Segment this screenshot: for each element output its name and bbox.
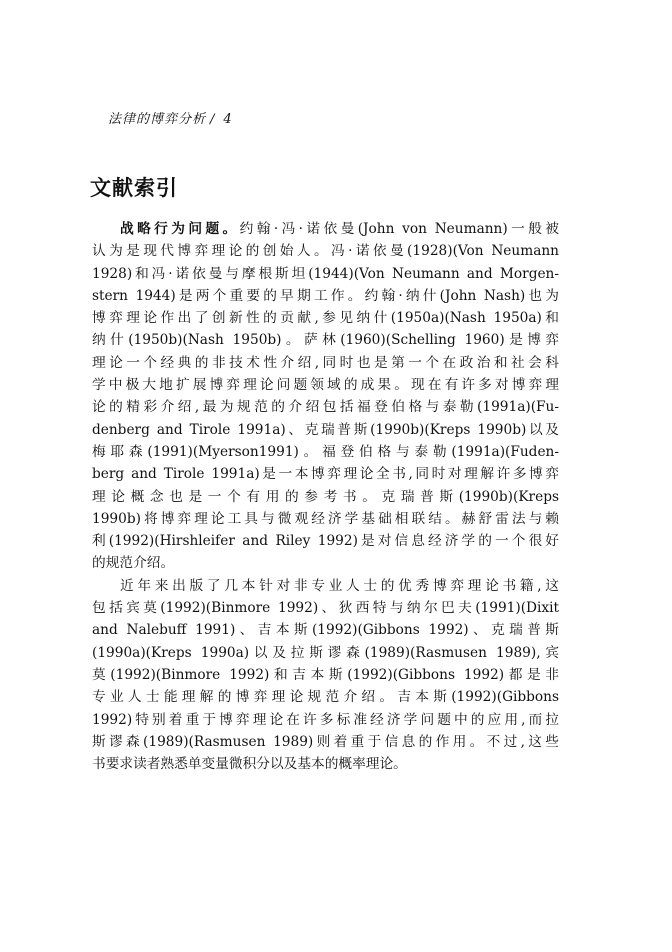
text-line: 1928)和冯·诺依曼与摩根斯坦(1944)(Von Neumann and Morgen- bbox=[92, 265, 559, 282]
text-line: (1990a)(Kreps 1990a)以及拉斯谬森(1989)(Rasmusen 1989),宾 bbox=[92, 644, 559, 661]
text-line: 利(1992)(Hirshleifer and Riley 1992)是对信息经济学的一个很好 bbox=[92, 533, 559, 550]
text-line: stern 1944)是两个重要的早期工作。约翰·纳什(John Nash)也为 bbox=[92, 287, 559, 304]
paragraph-lead: 战略行为问题。 bbox=[120, 221, 240, 237]
text-line: 斯谬森(1989)(Rasmusen 1989)则着重于信息的作用。不过,这些 bbox=[92, 733, 559, 750]
text-line: 梅耶森(1991)(Myerson1991)。福登伯格与泰勒(1991a)(Fuden- bbox=[92, 443, 559, 460]
section-title: 文献索引 bbox=[90, 176, 178, 200]
text-line: 莫(1992)(Binmore 1992)和吉本斯(1992)(Gibbons 1992)都是非 bbox=[92, 666, 559, 683]
text-line: 战略行为问题。约翰·冯·诺依曼(John von Neumann)一般被 bbox=[120, 221, 559, 237]
page-number: 4 bbox=[223, 112, 233, 127]
text-line: 博弈理论作出了创新性的贡献,参见纳什(1950a)(Nash 1950a)和 bbox=[92, 310, 559, 327]
book-title: 法律的博弈分析 bbox=[108, 112, 207, 127]
text-line: 纳什(1950b)(Nash 1950b)。萨林(1960)(Schelling 1960)是博弈 bbox=[92, 332, 559, 349]
text-line: 理论概念也是一个有用的参考书。克瑞普斯(1990b)(Kreps bbox=[92, 488, 559, 505]
text-line: 书要求读者熟悉单变量微积分以及基本的概率理论。 bbox=[92, 756, 407, 773]
text-line: berg and Tirole 1991a)是一本博弈理论全书,同时对理解许多博弈 bbox=[92, 466, 559, 483]
running-header bbox=[108, 108, 233, 127]
text-line: 的规范介绍。 bbox=[92, 555, 175, 572]
text-line: 近年来出版了几本针对非专业人士的优秀博弈理论书籍,这 bbox=[120, 577, 559, 594]
text-line: 1992)特别着重于博弈理论在许多标准经济学问题中的应用,而拉 bbox=[92, 711, 559, 728]
text-line: 认为是现代博弈理论的创始人。冯·诺依曼(1928)(Von Neumann bbox=[92, 243, 559, 260]
body-text bbox=[92, 218, 559, 775]
text-line: 理论一个经典的非技术性介绍,同时也是第一个在政治和社会科 bbox=[92, 354, 559, 371]
header-separator: / bbox=[210, 112, 216, 127]
text-line: 1990b)将博弈理论工具与微观经济学基础相联结。赫舒雷法与赖 bbox=[92, 510, 559, 527]
text-line: 包括宾莫(1992)(Binmore 1992)、狄西特与纳尔巴夫(1991)(Dixit bbox=[92, 600, 559, 617]
text-line: 学中极大地扩展博弈理论问题领域的成果。现在有许多对博弈理 bbox=[92, 377, 559, 394]
text-line: and Nalebuff 1991)、吉本斯(1992)(Gibbons 1992)、克瑞普斯 bbox=[92, 622, 559, 639]
text-line: 论的精彩介绍,最为规范的介绍包括福登伯格与泰勒(1991a)(Fu- bbox=[92, 399, 559, 416]
text-line: denberg and Tirole 1991a)、克瑞普斯(1990b)(Kreps 1990b)以及 bbox=[92, 421, 559, 438]
text-line: 专业人士能理解的博弈理论规范介绍。吉本斯(1992)(Gibbons bbox=[92, 689, 559, 706]
